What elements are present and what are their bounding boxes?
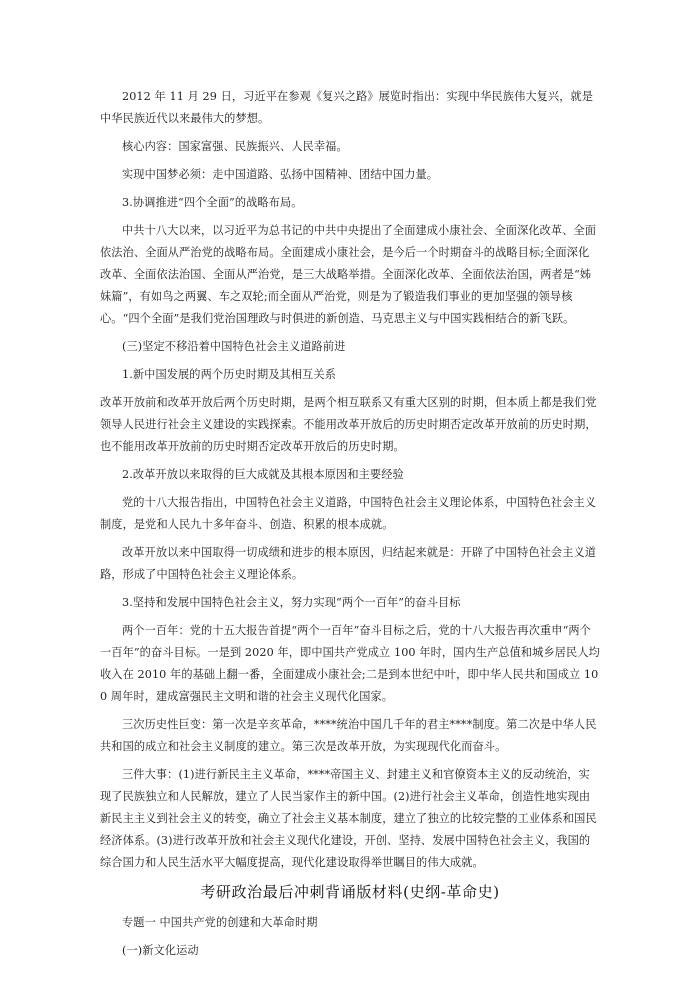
paragraph-four-comprehensives: 中共十八大以来，以习近平为总书记的中共中央提出了全面建成小康社会、全面深化改革、全面依法治、全面从严治党的战略布局。全面建成小康社会，是今后一个时期奋斗的战略目标;全面深化改革、全面依法治国、全面从严治党，是三大战略举措。全面深化改革、全面依法治国，两者是“姊妹篇”，有如鸟之两翼、车之双轮;而全面从严治党，则是为了锻造我们事业的更加坚强的领导核心。“四个全面”是我们党治国理政与时俱进的新创造、马克思主义与中国实践相结合的新飞跃。 <box>100 224 597 325</box>
paragraph-three-great-changes: 三次历史性巨变：第一次是辛亥革命，****统治中国几千年的君主****制度。第二次是中华人民共和国的成立和社会主义制度的建立。第三次是改革开放，为实现现代化而奋斗。 <box>100 718 597 753</box>
heading-two-historical-periods: 1.新中国发展的两个历史时期及其相互关系 <box>122 368 337 381</box>
paragraph-core-content: 核心内容：国家富强、民族振兴、人民幸福。 <box>122 140 348 153</box>
heading-section-three: (三)坚定不移沿着中国特色社会主义道路前进 <box>122 340 346 353</box>
section-title: 考研政治最后冲刺背诵版材料(史纲-革命史) <box>200 883 500 901</box>
subtopic-heading: (一)新文化运动 <box>122 944 199 957</box>
paragraph-three-great-events: 三件大事：(1)进行新民主主义革命，****帝国主义、封建主义和官僚资本主义的反动统治，实现了民族独立和人民解放，建立了人民当家作主的新中国。(2)进行社会主义革命，创造性地实现由新民主主义到社会主义的转变，确立了社会主义基本制度，建立了独立的比较完整的工业体系和国民经济体系。(3)进行改革开放和社会主义现代化建设，开创、坚持、发展中国特色社会主义，我国的综合国力和人民生活水平大幅度提高，现代化建设取得举世瞩目的伟大成就。 <box>100 768 597 869</box>
paragraph-two-historical-periods: 改革开放前和改革开放后两个历史时期，是两个相互联系又有重大区别的时期，但本质上都是我们党领导人民进行社会主义建设的实践探索。不能用改革开放后的历史时期否定改革开放前的历史时期，也不能用改革开放前的历史时期否定改革开放后的历史时期。 <box>100 396 597 453</box>
topic-heading: 专题一 中国共产党的创建和大革命时期 <box>122 916 318 929</box>
heading-reform-achievements: 2.改革开放以来取得的巨大成就及其根本原因和主要经验 <box>122 468 404 481</box>
paragraph-two-centenary-goals: 两个一百年：党的十五大报告首提“两个一百年”奋斗目标之后，党的十八大报告再次重申“两个一百年”的奋斗目标。一是到 2020 年，即中国共产党成立 100 年时，国内生产总值和城乡居民人均收入在 2010 年的基础上翻一番，全面建成小康社会;二是到本世纪中叶，即中华人民共和国成立 100 周年时，建成富强民主文明和谐的社会主义现代化国家。 <box>100 624 600 703</box>
heading-two-centenary-goals: 3.坚持和发展中国特色社会主义，努力实现“两个一百年”的奋斗目标 <box>122 596 461 609</box>
paragraph-eighteenth-congress: 党的十八大报告指出，中国特色社会主义道路，中国特色社会主义理论体系，中国特色社会主义制度，是党和人民九十多年奋斗、创造、积累的根本成就。 <box>100 496 597 531</box>
paragraph-fundamental-reason: 改革开放以来中国取得一切成绩和进步的根本原因，归结起来就是：开辟了中国特色社会主义道路，形成了中国特色社会主义理论体系。 <box>100 546 597 581</box>
paragraph-chinese-dream-quote: 2012 年 11 月 29 日，习近平在参观《复兴之路》展览时指出：实现中华民族伟大复兴，就是中华民族近代以来最伟大的梦想。 <box>100 90 594 125</box>
paragraph-must-do: 实现中国梦必须：走中国道路、弘扬中国精神、团结中国力量。 <box>122 168 439 181</box>
heading-four-comprehensives: 3.协调推进“四个全面”的战略布局。 <box>122 196 303 209</box>
